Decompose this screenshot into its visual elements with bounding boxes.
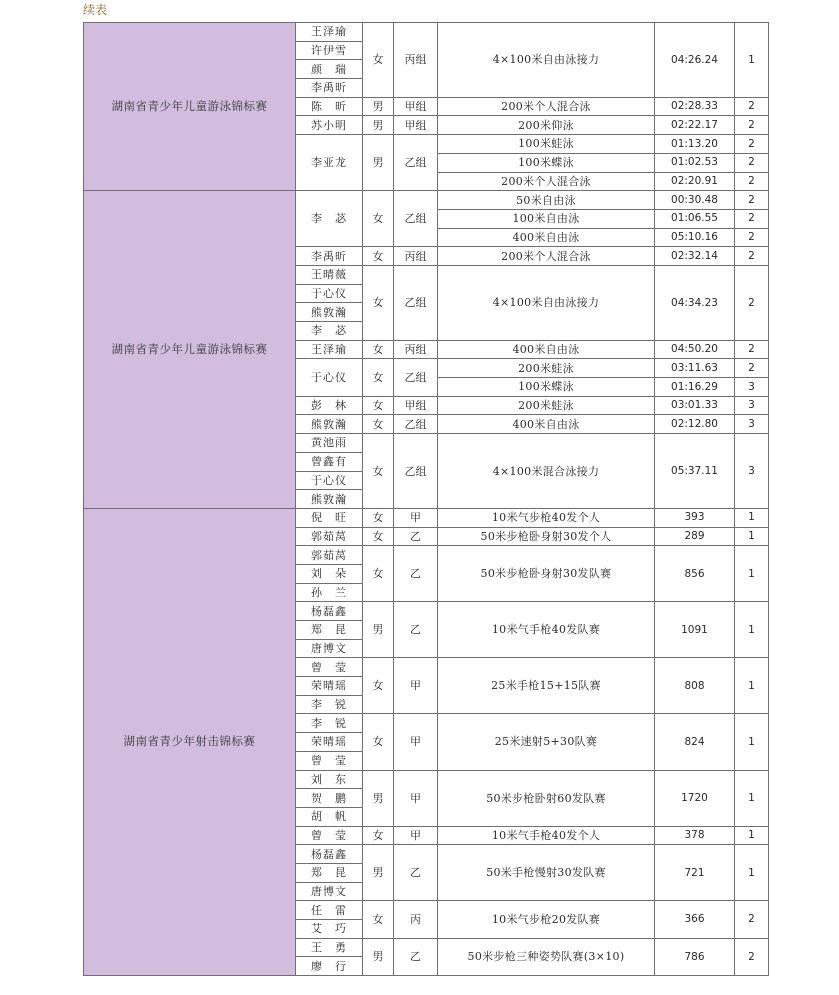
gender-cell: 女 bbox=[363, 527, 394, 546]
athlete-name-cell: 李 苾 bbox=[296, 191, 363, 247]
athlete-name-cell: 任 雷 bbox=[296, 901, 363, 920]
event-cell: 100米蛙泳 bbox=[438, 135, 655, 154]
athlete-name-cell: 黄池雨 bbox=[296, 434, 363, 453]
athlete-name-cell: 李 锐 bbox=[296, 714, 363, 733]
division-cell: 甲组 bbox=[394, 396, 438, 415]
rank-cell: 3 bbox=[735, 434, 769, 509]
result-cell: 378 bbox=[655, 826, 735, 845]
result-cell: 1091 bbox=[655, 602, 735, 658]
event-cell: 400米自由泳 bbox=[438, 340, 655, 359]
gender-cell: 女 bbox=[363, 359, 394, 396]
gender-cell: 女 bbox=[363, 901, 394, 938]
event-cell: 100米蝶泳 bbox=[438, 153, 655, 172]
event-cell: 50米步枪卧身射30发队赛 bbox=[438, 546, 655, 602]
gender-cell: 女 bbox=[363, 265, 394, 340]
result-cell: 721 bbox=[655, 845, 735, 901]
rank-cell: 1 bbox=[735, 602, 769, 658]
result-cell: 04:50.20 bbox=[655, 340, 735, 359]
result-cell: 808 bbox=[655, 658, 735, 714]
division-cell: 乙组 bbox=[394, 434, 438, 509]
division-cell: 乙 bbox=[394, 845, 438, 901]
athlete-name-cell: 荣晴瑶 bbox=[296, 677, 363, 696]
athlete-name-cell: 贺 鹏 bbox=[296, 789, 363, 808]
event-cell: 10米气步枪20发队赛 bbox=[438, 901, 655, 938]
gender-cell: 女 bbox=[363, 23, 394, 98]
event-cell: 50米步枪三种姿势队赛(3×10) bbox=[438, 938, 655, 975]
result-cell: 01:06.55 bbox=[655, 209, 735, 228]
division-cell: 甲 bbox=[394, 826, 438, 845]
rank-cell: 2 bbox=[735, 191, 769, 210]
athlete-name-cell: 于心仪 bbox=[296, 359, 363, 396]
athlete-name-cell: 李 锐 bbox=[296, 695, 363, 714]
gender-cell: 男 bbox=[363, 135, 394, 191]
event-cell: 400米自由泳 bbox=[438, 415, 655, 434]
result-cell: 02:20.91 bbox=[655, 172, 735, 191]
result-cell: 02:22.17 bbox=[655, 116, 735, 135]
division-cell: 甲 bbox=[394, 508, 438, 527]
division-cell: 丙 bbox=[394, 901, 438, 938]
gender-cell: 男 bbox=[363, 770, 394, 826]
gender-cell: 男 bbox=[363, 116, 394, 135]
rank-cell: 2 bbox=[735, 247, 769, 266]
gender-cell: 男 bbox=[363, 845, 394, 901]
athlete-name-cell: 曾鑫有 bbox=[296, 452, 363, 471]
athlete-name-cell: 艾 巧 bbox=[296, 920, 363, 939]
event-cell: 4×100米自由泳接力 bbox=[438, 23, 655, 98]
gender-cell: 女 bbox=[363, 434, 394, 509]
rank-cell: 2 bbox=[735, 340, 769, 359]
result-cell: 824 bbox=[655, 714, 735, 770]
athlete-name-cell: 苏小明 bbox=[296, 116, 363, 135]
result-cell: 01:13.20 bbox=[655, 135, 735, 154]
athlete-name-cell: 王泽瑜 bbox=[296, 340, 363, 359]
athlete-name-cell: 唐博文 bbox=[296, 882, 363, 901]
division-cell: 甲 bbox=[394, 770, 438, 826]
athlete-name-cell: 陈 昕 bbox=[296, 97, 363, 116]
division-cell: 乙组 bbox=[394, 191, 438, 247]
division-cell: 乙组 bbox=[394, 265, 438, 340]
event-cell: 50米步枪卧身射30发个人 bbox=[438, 527, 655, 546]
athlete-name-cell: 曾 莹 bbox=[296, 826, 363, 845]
gender-cell: 女 bbox=[363, 247, 394, 266]
division-cell: 丙组 bbox=[394, 23, 438, 98]
event-cell: 10米气步枪40发个人 bbox=[438, 508, 655, 527]
athlete-name-cell: 许伊雪 bbox=[296, 41, 363, 60]
division-cell: 乙 bbox=[394, 546, 438, 602]
athlete-name-cell: 彭 林 bbox=[296, 396, 363, 415]
results-table bbox=[83, 22, 769, 976]
event-cell: 100米蝶泳 bbox=[438, 378, 655, 397]
rank-cell: 2 bbox=[735, 153, 769, 172]
athlete-name-cell: 郑 昆 bbox=[296, 863, 363, 882]
event-cell: 200米个人混合泳 bbox=[438, 97, 655, 116]
event-cell: 25米手枪15+15队赛 bbox=[438, 658, 655, 714]
competition-name-cell: 湖南省青少年儿童游泳锦标赛 bbox=[84, 23, 296, 191]
gender-cell: 女 bbox=[363, 191, 394, 247]
athlete-name-cell: 王晴薇 bbox=[296, 265, 363, 284]
gender-cell: 女 bbox=[363, 508, 394, 527]
result-cell: 856 bbox=[655, 546, 735, 602]
rank-cell: 2 bbox=[735, 901, 769, 938]
result-cell: 289 bbox=[655, 527, 735, 546]
division-cell: 乙 bbox=[394, 602, 438, 658]
athlete-name-cell: 王 勇 bbox=[296, 938, 363, 957]
event-cell: 100米自由泳 bbox=[438, 209, 655, 228]
event-cell: 200米个人混合泳 bbox=[438, 172, 655, 191]
rank-cell: 1 bbox=[735, 527, 769, 546]
athlete-name-cell: 李亚龙 bbox=[296, 135, 363, 191]
athlete-name-cell: 李禹昕 bbox=[296, 247, 363, 266]
event-cell: 200米个人混合泳 bbox=[438, 247, 655, 266]
event-cell: 50米手枪慢射30发队赛 bbox=[438, 845, 655, 901]
division-cell: 乙组 bbox=[394, 415, 438, 434]
event-cell: 200米蛙泳 bbox=[438, 396, 655, 415]
rank-cell: 2 bbox=[735, 265, 769, 340]
athlete-name-cell: 荣晴瑶 bbox=[296, 733, 363, 752]
result-cell: 00:30.48 bbox=[655, 191, 735, 210]
rank-cell: 2 bbox=[735, 135, 769, 154]
rank-cell: 3 bbox=[735, 378, 769, 397]
division-cell: 甲 bbox=[394, 714, 438, 770]
gender-cell: 女 bbox=[363, 826, 394, 845]
rank-cell: 1 bbox=[735, 658, 769, 714]
gender-cell: 女 bbox=[363, 396, 394, 415]
event-cell: 25米速射5+30队赛 bbox=[438, 714, 655, 770]
athlete-name-cell: 李 苾 bbox=[296, 322, 363, 341]
continued-table-heading: 续表 bbox=[83, 3, 108, 17]
athlete-name-cell: 唐博文 bbox=[296, 639, 363, 658]
athlete-name-cell: 杨磊鑫 bbox=[296, 602, 363, 621]
rank-cell: 1 bbox=[735, 508, 769, 527]
gender-cell: 男 bbox=[363, 938, 394, 975]
division-cell: 乙 bbox=[394, 527, 438, 546]
athlete-name-cell: 于心仪 bbox=[296, 284, 363, 303]
athlete-name-cell: 郭茹莴 bbox=[296, 546, 363, 565]
rank-cell: 1 bbox=[735, 845, 769, 901]
rank-cell: 2 bbox=[735, 116, 769, 135]
result-cell: 05:10.16 bbox=[655, 228, 735, 247]
event-cell: 4×100米混合泳接力 bbox=[438, 434, 655, 509]
athlete-name-cell: 曾 莹 bbox=[296, 751, 363, 770]
event-cell: 200米仰泳 bbox=[438, 116, 655, 135]
gender-cell: 女 bbox=[363, 714, 394, 770]
event-cell: 10米气手枪40发队赛 bbox=[438, 602, 655, 658]
rank-cell: 2 bbox=[735, 97, 769, 116]
event-cell: 4×100米自由泳接力 bbox=[438, 265, 655, 340]
event-cell: 200米蛙泳 bbox=[438, 359, 655, 378]
athlete-name-cell: 李禹昕 bbox=[296, 79, 363, 98]
athlete-name-cell: 王泽瑜 bbox=[296, 23, 363, 42]
rank-cell: 2 bbox=[735, 359, 769, 378]
division-cell: 乙组 bbox=[394, 359, 438, 396]
table-row bbox=[84, 191, 769, 210]
rank-cell: 1 bbox=[735, 546, 769, 602]
athlete-name-cell: 孙 兰 bbox=[296, 583, 363, 602]
athlete-name-cell: 刘 东 bbox=[296, 770, 363, 789]
competition-name-cell: 湖南省青少年射击锦标赛 bbox=[84, 508, 296, 975]
rank-cell: 2 bbox=[735, 938, 769, 975]
gender-cell: 女 bbox=[363, 658, 394, 714]
athlete-name-cell: 杨磊鑫 bbox=[296, 845, 363, 864]
division-cell: 丙组 bbox=[394, 247, 438, 266]
division-cell: 甲 bbox=[394, 658, 438, 714]
table-row bbox=[84, 508, 769, 527]
competition-name-cell: 湖南省青少年儿童游泳锦标赛 bbox=[84, 191, 296, 509]
athlete-name-cell: 熊敦瀚 bbox=[296, 303, 363, 322]
rank-cell: 2 bbox=[735, 209, 769, 228]
gender-cell: 女 bbox=[363, 415, 394, 434]
rank-cell: 3 bbox=[735, 415, 769, 434]
result-cell: 04:34.23 bbox=[655, 265, 735, 340]
rank-cell: 1 bbox=[735, 826, 769, 845]
division-cell: 丙组 bbox=[394, 340, 438, 359]
result-cell: 01:16.29 bbox=[655, 378, 735, 397]
rank-cell: 2 bbox=[735, 228, 769, 247]
gender-cell: 女 bbox=[363, 546, 394, 602]
event-cell: 50米自由泳 bbox=[438, 191, 655, 210]
result-cell: 01:02.53 bbox=[655, 153, 735, 172]
result-cell: 05:37.11 bbox=[655, 434, 735, 509]
athlete-name-cell: 颜 瑞 bbox=[296, 60, 363, 79]
result-cell: 02:32.14 bbox=[655, 247, 735, 266]
athlete-name-cell: 廖 行 bbox=[296, 957, 363, 976]
event-cell: 50米步枪卧射60发队赛 bbox=[438, 770, 655, 826]
gender-cell: 男 bbox=[363, 602, 394, 658]
result-cell: 1720 bbox=[655, 770, 735, 826]
athlete-name-cell: 郭茹莴 bbox=[296, 527, 363, 546]
gender-cell: 男 bbox=[363, 97, 394, 116]
athlete-name-cell: 倪 旺 bbox=[296, 508, 363, 527]
division-cell: 乙组 bbox=[394, 135, 438, 191]
table-row bbox=[84, 23, 769, 42]
result-cell: 786 bbox=[655, 938, 735, 975]
athlete-name-cell: 郑 昆 bbox=[296, 621, 363, 640]
athlete-name-cell: 刘 朵 bbox=[296, 564, 363, 583]
event-cell: 10米气手枪40发个人 bbox=[438, 826, 655, 845]
rank-cell: 2 bbox=[735, 172, 769, 191]
event-cell: 400米自由泳 bbox=[438, 228, 655, 247]
result-cell: 03:01.33 bbox=[655, 396, 735, 415]
division-cell: 甲组 bbox=[394, 116, 438, 135]
athlete-name-cell: 曾 莹 bbox=[296, 658, 363, 677]
rank-cell: 1 bbox=[735, 714, 769, 770]
result-cell: 02:28.33 bbox=[655, 97, 735, 116]
result-cell: 02:12.80 bbox=[655, 415, 735, 434]
result-cell: 04:26.24 bbox=[655, 23, 735, 98]
result-cell: 03:11.63 bbox=[655, 359, 735, 378]
rank-cell: 3 bbox=[735, 396, 769, 415]
result-cell: 393 bbox=[655, 508, 735, 527]
athlete-name-cell: 熊敦瀚 bbox=[296, 415, 363, 434]
athlete-name-cell: 熊敦瀚 bbox=[296, 490, 363, 509]
result-cell: 366 bbox=[655, 901, 735, 938]
gender-cell: 女 bbox=[363, 340, 394, 359]
rank-cell: 1 bbox=[735, 23, 769, 98]
rank-cell: 1 bbox=[735, 770, 769, 826]
athlete-name-cell: 于心仪 bbox=[296, 471, 363, 490]
division-cell: 乙 bbox=[394, 938, 438, 975]
athlete-name-cell: 胡 帆 bbox=[296, 807, 363, 826]
division-cell: 甲组 bbox=[394, 97, 438, 116]
